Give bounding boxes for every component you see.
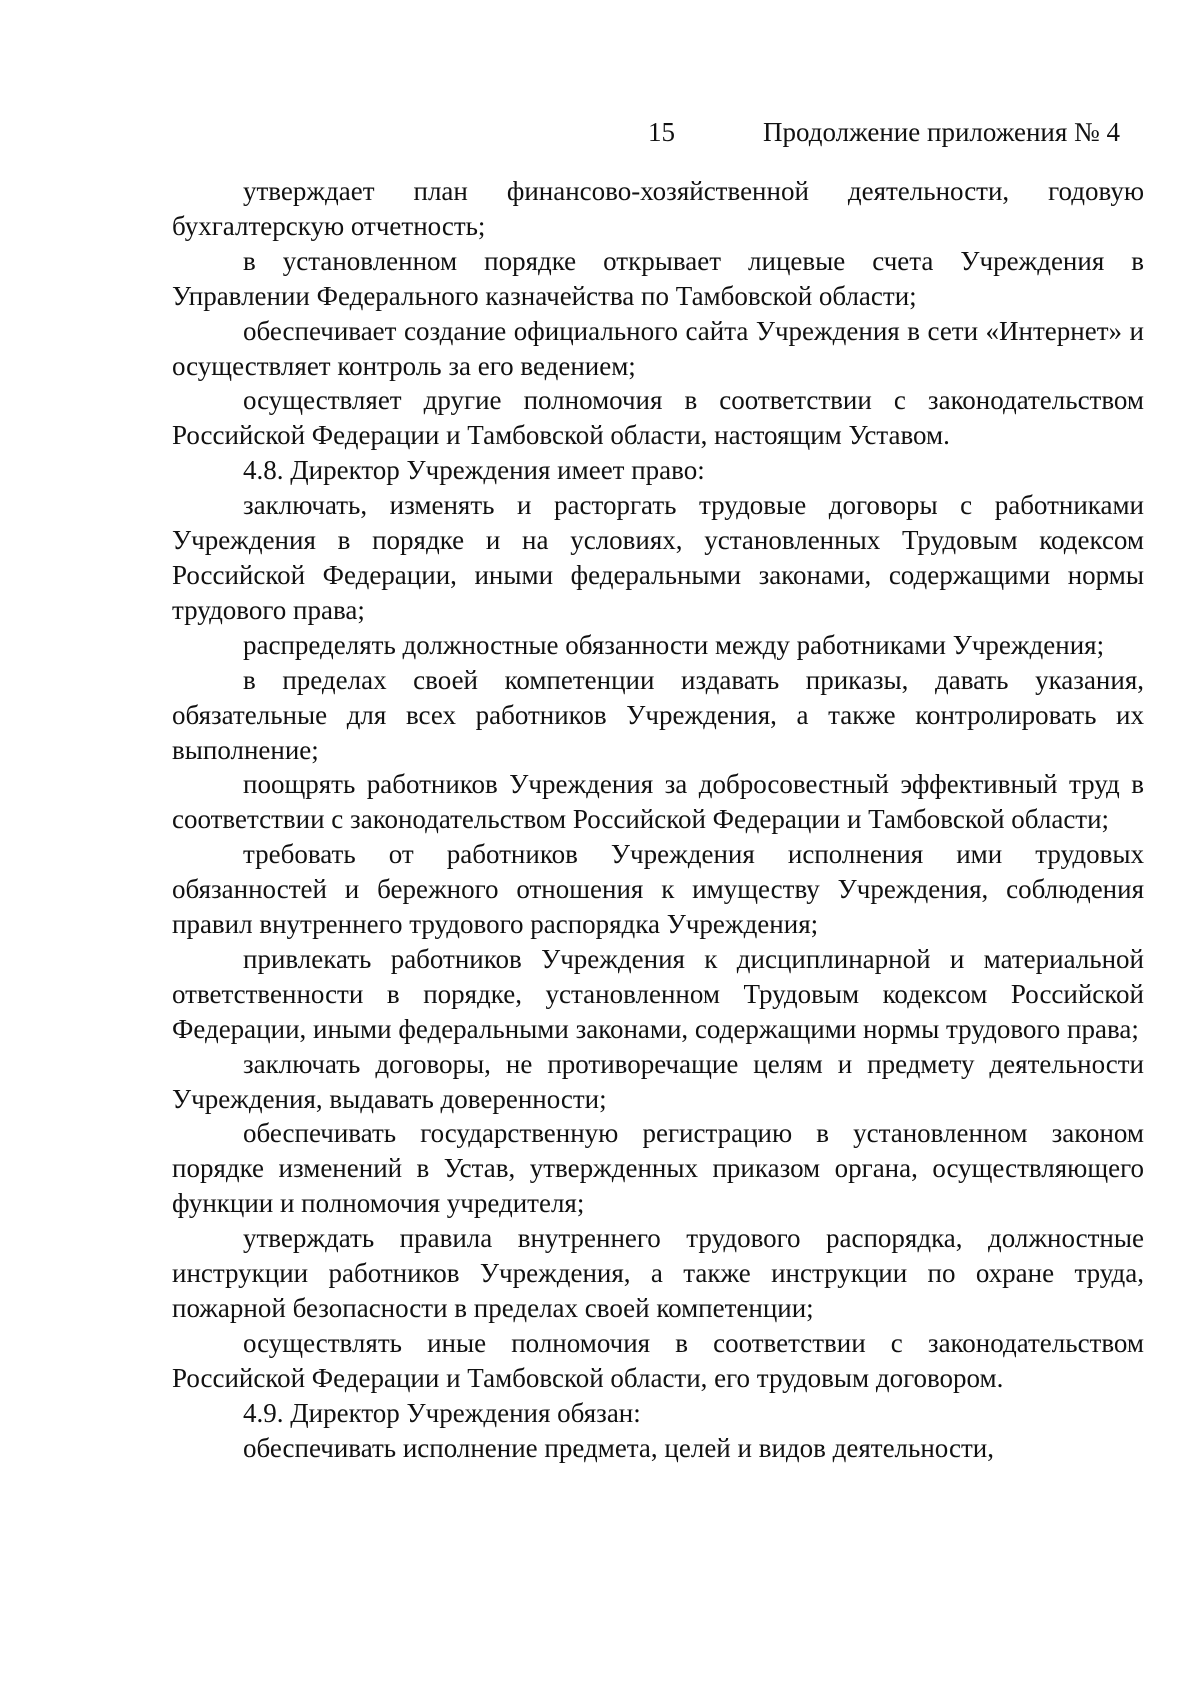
paragraph: обеспечивать государственную регистрацию в установленном законом порядке изменений в Устав, утвержденных приказом органа, осуществляющего функции и полномочия учредителя; <box>172 1118 1144 1219</box>
appendix-label: Продолжение приложения № 4 <box>763 117 1121 147</box>
paragraph: осуществляет другие полномочия в соответствии с законодательством Российской Федерации и Тамбовской области, настоящим Уставом. <box>172 385 1144 451</box>
paragraph: заключать, изменять и расторгать трудовые договоры с работниками Учреждения в порядке и на условиях, установленных Трудовым кодексом Российской Федерации, иными федеральными законами, содержащими нормы трудового права; <box>172 490 1144 625</box>
paragraph: обеспечивает создание официального сайта Учреждения в сети «Интернет» и осуществляет контроль за его ведением; <box>172 315 1144 381</box>
paragraph: заключать договоры, не противоречащие целям и предмету деятельности Учреждения, выдавать доверенности; <box>172 1048 1144 1114</box>
page-header <box>0 112 1200 152</box>
section-heading-4-8: 4.8. Директор Учреждения имеет право: <box>243 455 705 486</box>
section-heading-4-9: 4.9. Директор Учреждения обязан: <box>243 1397 641 1428</box>
paragraph: распределять должностные обязанности между работниками Учреждения; <box>243 629 1105 660</box>
paragraph: требовать от работников Учреждения исполнения ими трудовых обязанностей и бережного отношения к имуществу Учреждения, соблюдения правил внутреннего трудового распорядка Учреждения; <box>172 839 1144 940</box>
paragraph: утверждает план финансово-хозяйственной деятельности, годовую бухгалтерскую отчетность; <box>172 176 1144 241</box>
document-body <box>172 174 1144 1466</box>
paragraph: в установленном порядке открывает лицевые счета Учреждения в Управлении Федерального казначейства по Тамбовской области; <box>172 245 1144 311</box>
paragraph: утверждать правила внутреннего трудового распорядка, должностные инструкции работников Учреждения, а также инструкции по охране труда, пожарной безопасности в пределах своей компетенции; <box>172 1223 1144 1323</box>
paragraph: осуществлять иные полномочия в соответствии с законодательством Российской Федерации и Тамбовской области, его трудовым договором. <box>172 1327 1144 1393</box>
page-number: 15 <box>648 117 675 147</box>
paragraph: привлекать работников Учреждения к дисциплинарной и материальной ответственности в порядке, установленном Трудовым кодексом Российской Федерации, иными федеральными законами, содержащими нормы трудового права; <box>172 943 1144 1044</box>
paragraph: поощрять работников Учреждения за добросовестный эффективный труд в соответствии с законодательством Российской Федерации и Тамбовской области; <box>172 769 1144 835</box>
paragraph: в пределах своей компетенции издавать приказы, давать указания, обязательные для всех работников Учреждения, а также контролировать их выполнение; <box>172 664 1144 765</box>
paragraph: обеспечивать исполнение предмета, целей и видов деятельности, <box>243 1432 994 1463</box>
